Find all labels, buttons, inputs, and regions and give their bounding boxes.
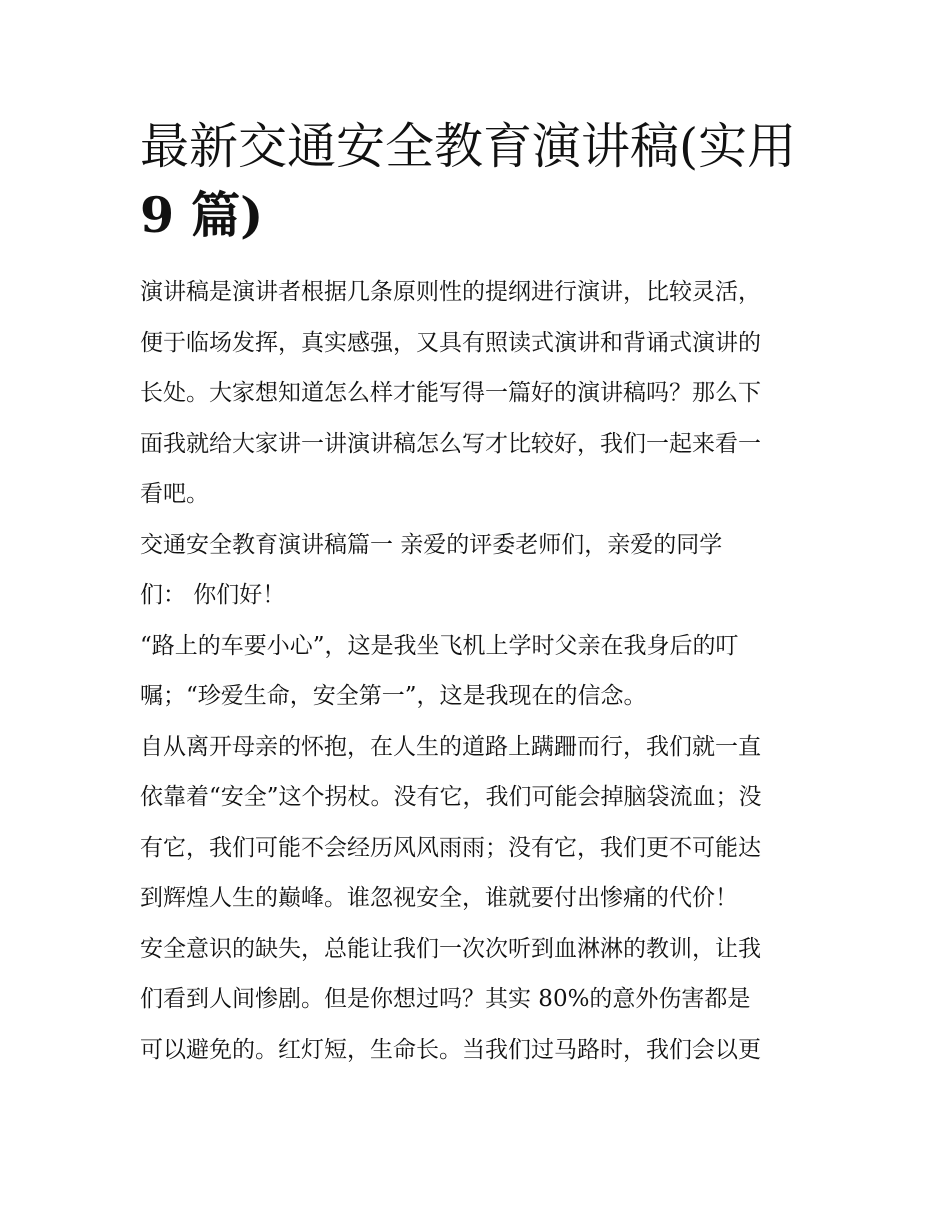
text-line: 可以避免的。红灯短，生命长。当我们过马路时，我们会以更 [140,1036,761,1063]
text-line: “路上的车要小心”，这是我坐飞机上学时父亲在我身后的叮 [140,632,739,659]
text-line: 们： 你们好！ [140,582,286,608]
paragraph [140,924,812,1076]
text-line: 便于临场发挥，真实感强，又具有照读式演讲和背诵式演讲的 [140,329,761,356]
text-line: 有它，我们可能不会经历风风雨雨；没有它，我们更不可能达 [140,834,761,861]
text-line: 依靠着“安全”这个拐杖。没有它，我们可能会掉脑袋流血；没 [140,784,762,810]
document-body [140,267,812,1075]
text-line: 嘱；“珍爱生命，安全第一”，这是我现在的信念。 [140,683,647,709]
paragraph [140,520,812,621]
text-line: 交通安全教育演讲稿篇一 亲爱的评委老师们，亲爱的同学 [140,531,723,558]
text-line: 自从离开母亲的怀抱，在人生的道路上蹒跚而行，我们就一直 [140,733,761,760]
text-line: 到辉煌人生的巅峰。谁忽视安全，谁就要付出惨痛的代价！ [140,885,738,911]
title-line: 9 篇) [140,186,264,244]
title-line: 最新交通安全教育演讲稿(实用 [140,118,797,175]
text-line: 面我就给大家讲一讲演讲稿怎么写才比较好，我们一起来看一 [140,430,761,457]
paragraph [140,621,812,722]
text-line: 安全意识的缺失，总能让我们一次次听到血淋淋的教训，让我 [140,935,761,962]
document-content [140,113,812,1075]
paragraph [140,722,812,924]
paragraph [140,267,812,520]
text-line: 看吧。 [140,481,209,507]
text-line: 们看到人间惨剧。但是你想过吗？其实 80%的意外伤害都是 [140,986,751,1012]
document-title [140,113,812,249]
text-line: 演讲稿是演讲者根据几条原则性的提纲进行演讲，比较灵活， [140,279,761,305]
text-line: 长处。大家想知道怎么样才能写得一篇好的演讲稿吗？那么下 [140,380,761,406]
